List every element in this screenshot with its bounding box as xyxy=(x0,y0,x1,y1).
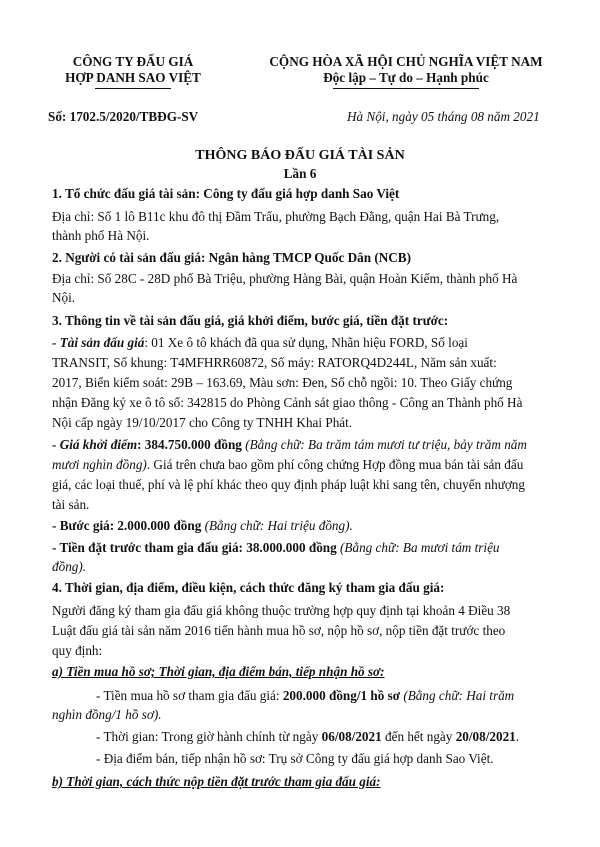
fee-line-2: nghìn đồng/1 hồ sơ). xyxy=(52,707,162,722)
starting-price-line-2: mươi nghìn đồng). Giá trên chưa bao gồm phí công chứng Hợp đồng mua bán tài sản đấu xyxy=(52,457,524,472)
reference-number: Số: 1702.5/2020/TBĐG-SV xyxy=(48,109,199,124)
company-underline xyxy=(95,88,171,89)
time-line: - Thời gian: Trong giờ hành chính từ ngày 06/08/2021 đến hết ngày 20/08/2021. xyxy=(96,729,520,744)
republic-title: CỘNG HÒA XÃ HỘI CHỦ NGHĨA VIỆT NAM xyxy=(269,54,543,69)
deposit-line: - Tiền đặt trước tham gia đấu giá: 38.000.000 đồng (Bằng chữ: Ba mươi tám triệu xyxy=(52,540,500,555)
deposit-value: : 38.000.000 đồng xyxy=(238,540,337,555)
document-title: THÔNG BÁO ĐẤU GIÁ TÀI SẢN xyxy=(195,148,405,163)
price-step-line: - Bước giá: 2.000.000 đồng (Bằng chữ: Hai triệu đồng). xyxy=(52,518,353,533)
section-4-heading: 4. Thời gian, địa điểm, điều kiện, cách thức đăng ký tham gia đấu giá: xyxy=(52,580,445,595)
company-name-line2: HỢP DANH SAO VIỆT xyxy=(65,70,201,85)
time-to: 20/08/2021 xyxy=(455,729,516,744)
asset-line-1: - Tài sản đấu giá: 01 Xe ô tô khách đã qua sử dụng, Nhãn hiệu FORD, Số loại xyxy=(52,335,468,350)
subsection-b-heading: b) Thời gian, cách thức nộp tiền đặt trước tham gia đấu giá: xyxy=(52,774,381,789)
section-4-paragraph-line: Người đăng ký tham gia đấu giá không thuộc trường hợp quy định tại khoản 4 Điều 38 xyxy=(52,603,511,618)
starting-price-value: : 384.750.000 đồng xyxy=(137,437,242,452)
section-1-line: Địa chỉ: Số 1 lô B11c khu đô thị Đầm Trấu, phường Bạch Đằng, quận Hai Bà Trưng, xyxy=(52,209,500,224)
place-line: - Địa điểm bán, tiếp nhận hồ sơ: Trụ sở Công ty đấu giá hợp danh Sao Việt. xyxy=(96,751,494,766)
section-4-paragraph-line: Luật đấu giá tài sản năm 2016 tiến hành mua hồ sơ, nộp hồ sơ, nộp tiền đặt trước theo xyxy=(52,623,506,638)
section-1-line: thành phố Hà Nội. xyxy=(52,228,150,243)
asset-label: - Tài sản đấu giá xyxy=(52,335,145,350)
section-1-heading: 1. Tổ chức đấu giá tài sản: Công ty đấu giá hợp danh Sao Việt xyxy=(52,186,400,201)
deposit-label: - Tiền đặt trước tham gia đấu giá xyxy=(52,540,239,555)
asset-line-3: 2017, Biển kiểm soát: 29B – 163.69, Màu sơn: Đen, Số chỗ ngồi: 10. Theo Giấy chứng xyxy=(52,375,513,390)
starting-price-label: - Giá khởi điểm xyxy=(52,437,138,452)
section-2-line: Nội. xyxy=(52,290,76,305)
section-3-heading: 3. Thông tin về tài sản đấu giá, giá khởi điểm, bước giá, tiền đặt trước: xyxy=(52,313,449,328)
time-from: 06/08/2021 xyxy=(321,729,382,744)
fee-value: 200.000 đồng/1 hồ sơ xyxy=(282,688,401,703)
deposit-line-2: đồng). xyxy=(52,559,87,574)
starting-price-line: - Giá khởi điểm: 384.750.000 đồng (Bằng chữ: Ba trăm tám mươi tư triệu, bảy trăm năm xyxy=(52,437,527,452)
company-name-line1: CÔNG TY ĐẤU GIÁ xyxy=(72,54,194,69)
section-2-heading: 2. Người có tài sản đấu giá: Ngân hàng TMCP Quốc Dân (NCB) xyxy=(52,250,411,265)
starting-price-line-3: giá, các loại thuế, phí và lệ phí khác theo quy định pháp luật khi sang tên, chuyển nhượng xyxy=(52,477,525,492)
subsection-a-heading: a) Tiền mua hồ sơ; Thời gian, địa điểm bán, tiếp nhận hồ sơ: xyxy=(52,664,385,679)
asset-line-5: Nội cấp ngày 19/10/2017 cho Công ty TNHH Khai Phát. xyxy=(52,415,353,430)
section-2-line: Địa chỉ: Số 28C - 28D phố Bà Triệu, phường Hàng Bài, quận Hoàn Kiếm, thành phố Hà xyxy=(52,271,518,286)
price-step-label: - Bước giá xyxy=(52,518,110,533)
document-subtitle: Lần 6 xyxy=(283,166,317,181)
price-step-value: : 2.000.000 đồng xyxy=(109,518,202,533)
asset-line-2: TRANSIT, Số khung: T4MFHRR60872, Số máy: RATORQ4D244L, Năm sản xuất: xyxy=(52,355,497,370)
motto-underline xyxy=(333,88,479,89)
motto: Độc lập – Tự do – Hạnh phúc xyxy=(323,70,489,85)
place-date: Hà Nội, ngày 05 tháng 08 năm 2021 xyxy=(347,109,540,124)
asset-line-4: nhận Đăng ký xe ô tô số: 342815 do Phòng Cảnh sát giao thông - Công an Thành phố Hà xyxy=(52,395,523,410)
section-4-paragraph-line: quy định: xyxy=(52,643,103,658)
fee-line: - Tiền mua hồ sơ tham gia đấu giá: 200.000 đồng/1 hồ sơ (Bằng chữ: Hai trăm xyxy=(96,688,515,703)
starting-price-line-4: tài sản. xyxy=(52,497,90,512)
